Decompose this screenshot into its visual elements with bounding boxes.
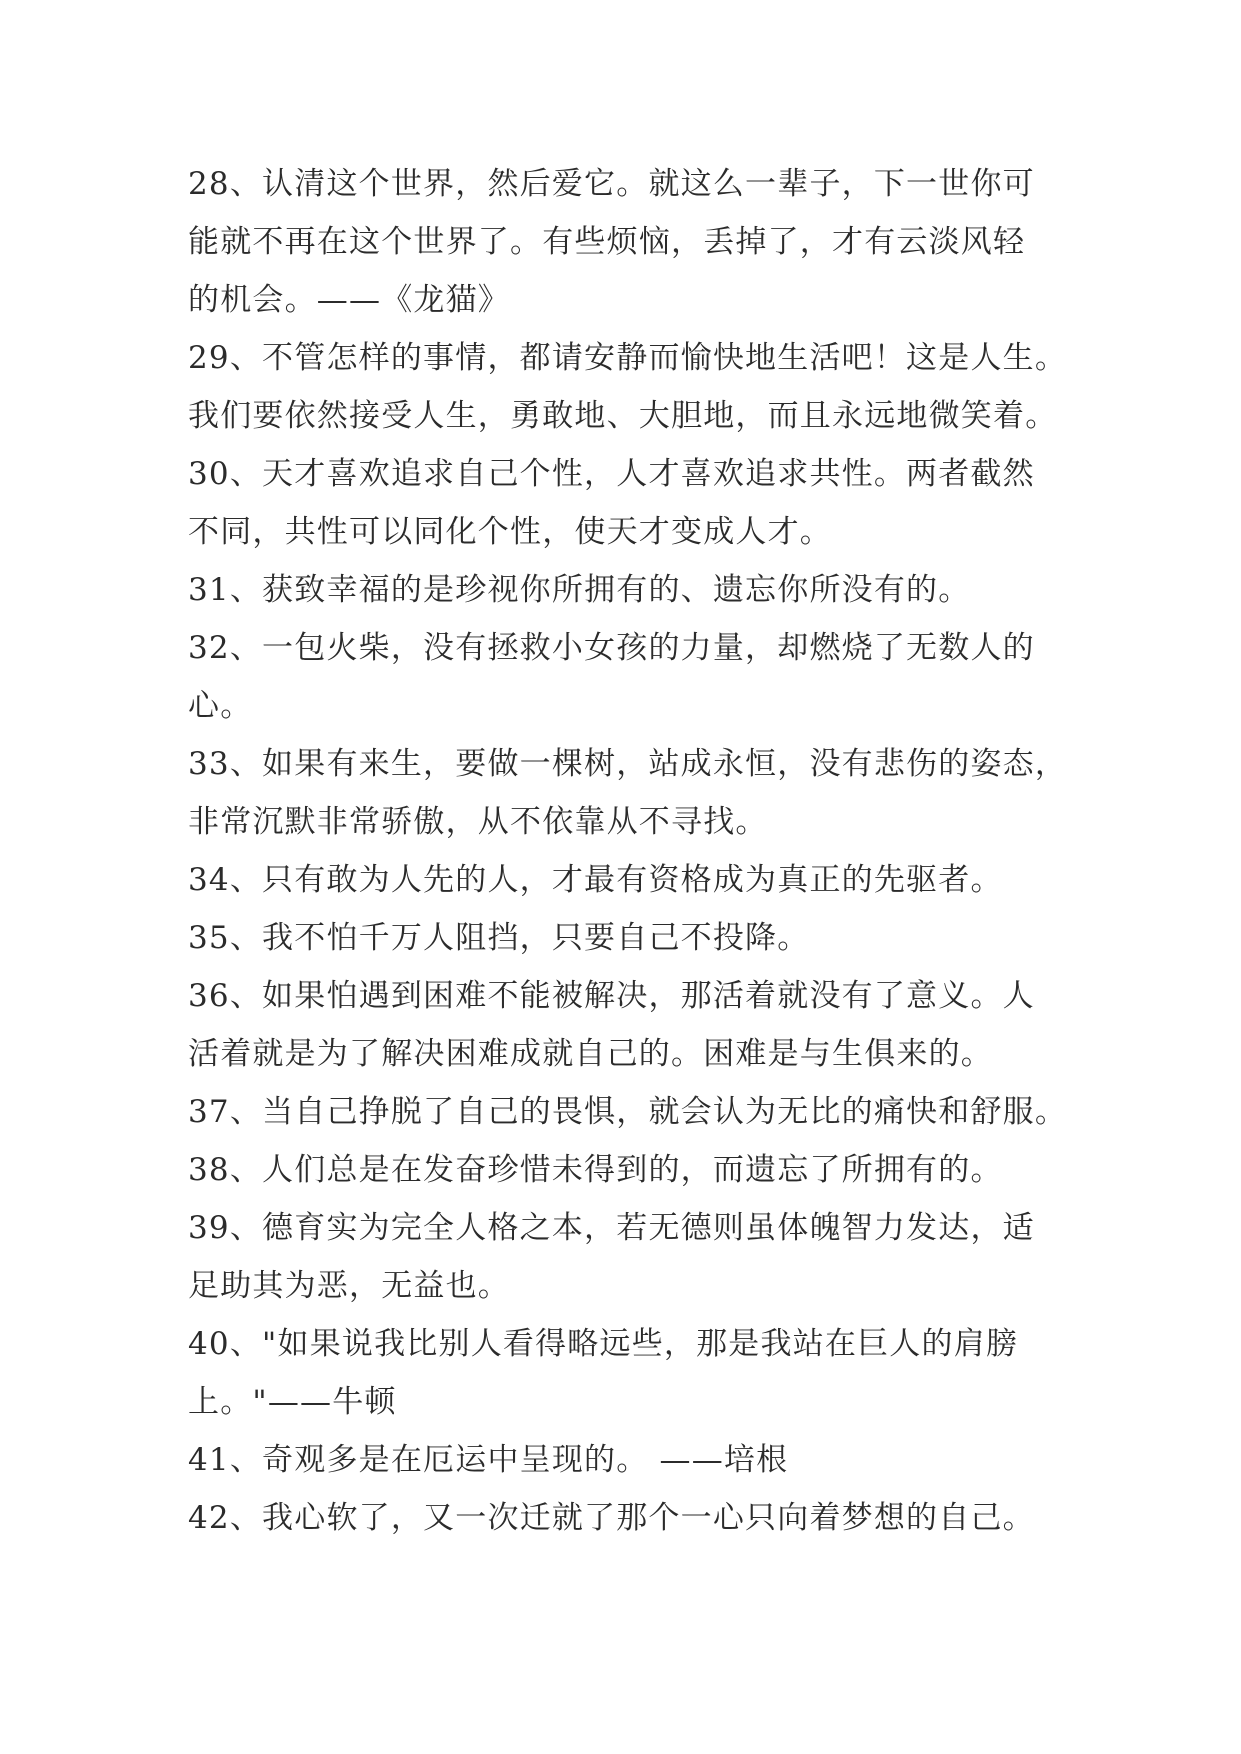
text-line: 足助其为恶，无益也。 — [188, 1268, 510, 1304]
text-line: 35、我不怕千万人阻挡，只要自己不投降。 — [188, 920, 810, 956]
text-line: 30、天才喜欢追求自己个性，人才喜欢追求共性。两者截然 — [188, 456, 1035, 492]
text-line: 32、一包火柴，没有拯救小女孩的力量，却燃烧了无数人的 — [188, 630, 1035, 666]
text-line: 非常沉默非常骄傲，从不依靠从不寻找。 — [188, 804, 768, 840]
text-line: 38、人们总是在发奋珍惜未得到的，而遗忘了所拥有的。 — [188, 1152, 1003, 1188]
text-line: 40、"如果说我比别人看得略远些，那是我站在巨人的肩膀 — [188, 1326, 1019, 1362]
text-line: 不同，共性可以同化个性，使天才变成人才。 — [188, 514, 832, 550]
text-line: 上。"——牛顿 — [188, 1384, 397, 1420]
text-line: 39、德育实为完全人格之本，若无德则虽体魄智力发达，适 — [188, 1210, 1035, 1246]
text-line: 41、奇观多是在厄运中呈现的。 ——培根 — [188, 1442, 789, 1478]
text-line: 33、如果有来生，要做一棵树，站成永恒，没有悲伤的姿态， — [188, 746, 1068, 782]
text-line: 29、不管怎样的事情，都请安静而愉快地生活吧！这是人生。 — [188, 340, 1068, 376]
text-line: 42、我心软了，又一次迁就了那个一心只向着梦想的自己。 — [188, 1500, 1035, 1536]
text-line: 我们要依然接受人生，勇敢地、大胆地，而且永远地微笑着。 — [188, 398, 1058, 434]
text-line: 37、当自己挣脱了自己的畏惧，就会认为无比的痛快和舒服。 — [188, 1094, 1068, 1130]
text-line: 的机会。——《龙猫》 — [188, 282, 510, 318]
text-line: 活着就是为了解决困难成就自己的。困难是与生俱来的。 — [188, 1036, 993, 1072]
text-line: 34、只有敢为人先的人，才最有资格成为真正的先驱者。 — [188, 862, 1003, 898]
text-line: 能就不再在这个世界了。有些烦恼，丢掉了，才有云淡风轻 — [188, 224, 1026, 260]
text-line: 31、获致幸福的是珍视你所拥有的、遗忘你所没有的。 — [188, 572, 971, 608]
quote-list — [188, 155, 1088, 1547]
text-line: 心。 — [188, 688, 253, 724]
text-line: 28、认清这个世界，然后爱它。就这么一辈子，下一世你可 — [188, 166, 1035, 202]
text-line: 36、如果怕遇到困难不能被解决，那活着就没有了意义。人 — [188, 978, 1035, 1014]
